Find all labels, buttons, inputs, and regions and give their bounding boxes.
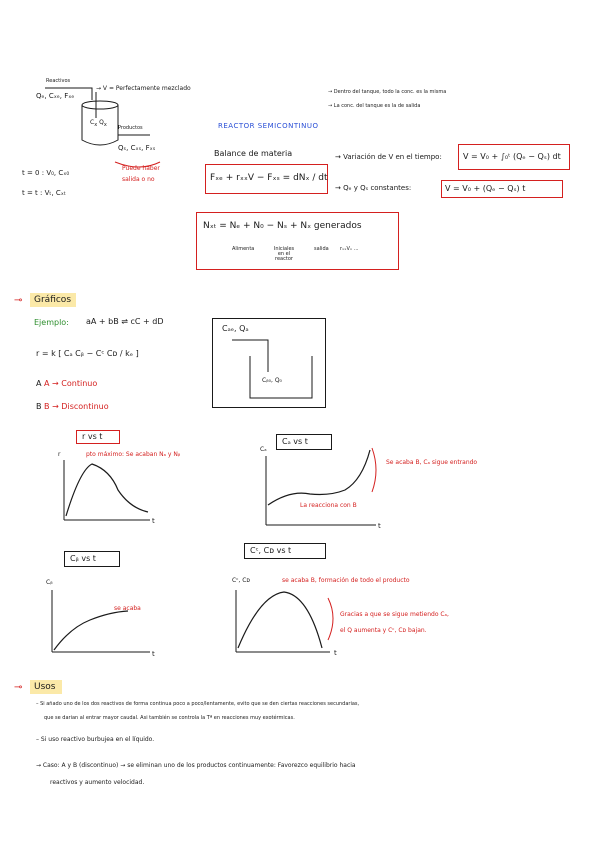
a-continuo-text: A → Continuo (44, 379, 98, 388)
productos-label: Productos (118, 125, 143, 131)
graficos-arrow: ⊸ (14, 295, 23, 306)
graph2-y-label: Cₐ (260, 446, 267, 453)
b-discontinuo-text: B → Discontinuo (44, 402, 109, 411)
graph2-x-label: t (378, 522, 381, 530)
usos-line-5: reactivos y aumento velocidad. (50, 779, 145, 786)
page-title: REACTOR SEMICONTINUO (218, 122, 319, 130)
moles-label-generados: rₓₓVₓ ... (340, 246, 359, 252)
productos-vars: Qₛ, Cₓₛ, Fₓₛ (118, 144, 156, 152)
usos-arrow: ⊸ (14, 682, 23, 693)
rate-equation: r = k [ Cₐ Cᵦ − Cᶜ Cᴅ / kₑ ] (36, 349, 139, 358)
usos-line-3: – Si uso reactivo burbujea en el líquido. (36, 736, 155, 743)
puede-haber-text: Puede haber (122, 165, 160, 172)
graph4-x-label: t (334, 649, 337, 657)
graph1-y-label: r (58, 451, 61, 458)
salida-o-no-text: salida o no (122, 176, 155, 183)
moles-label-salida: salida (314, 246, 329, 252)
variacion-text: → Variación de V en el tiempo: (335, 153, 442, 161)
reactivos-vars: Qₑ, Cₓₑ, Fₓₑ (36, 92, 75, 100)
graph3-title: Cᵦ vs t (70, 554, 96, 563)
graph2-annotation-top: Se acaba B, Cₐ sigue entrando (386, 459, 478, 466)
b-discontinuo: B B → Discontinuo (36, 402, 109, 411)
usos-line-4: → Caso: A y B (discontinuo) → se eliminan uno de los productos continuamente: Favorezco equilibrio hacia (36, 762, 356, 769)
graficos-heading: Gráficos (34, 295, 72, 305)
tank-diagram-inner: Cᵦ₀, Q₀ (262, 377, 282, 384)
moles-label-alimenta: Alimenta (232, 246, 255, 252)
t0-condition: t = 0 : V₀, Cₓ₀ (22, 169, 70, 177)
graph4-y-label: Cᶜ, Cᴅ (232, 577, 251, 584)
a-continuo: A A → Continuo (36, 379, 98, 388)
tank-inner: $C_x$ $Q_x$ (90, 119, 107, 129)
graph4-annotation-side2: el Q aumenta y Cᶜ, Cᴅ bajan. (340, 627, 427, 634)
variacion-equation: V = V₀ + ∫₀ᵗ (Qₑ − Qₛ) dt (463, 152, 561, 161)
moles-equation: Nₓₜ = Nₑ + N₀ − Nₛ + Nₓ generados (203, 221, 362, 231)
graph1-title: r vs t (82, 432, 103, 441)
graph4-title: Cᶜ, Cᴅ vs t (250, 546, 292, 555)
t1-condition: t = t : Vₜ, Cₓₜ (22, 189, 66, 197)
graph3-x-label: t (152, 650, 155, 658)
reactivos-label: Reactivos (46, 78, 71, 84)
graph3-annotation: se acaba (114, 605, 141, 612)
graph-ca-vs-t (266, 448, 376, 525)
moles-label-iniciales: Iniciales en el reactor (273, 246, 295, 262)
usos-heading: Usos (34, 682, 56, 692)
constantes-equation: V = V₀ + (Qₑ − Qₛ) t (445, 184, 526, 193)
graph2-title: Cₐ vs t (282, 437, 308, 446)
constantes-text: → Qₑ y Qₛ constantes: (335, 184, 412, 192)
note-conc-misma: → Dentro del tanque, todo la conc. es la misma (328, 89, 447, 95)
graph4-annotation-side1: Gracias a que se sigue metiendo Cₐ, (340, 611, 449, 618)
ejemplo-label: Ejemplo: (34, 318, 69, 327)
graph1-x-label: t (152, 517, 155, 525)
note-conc-salida: → La conc. del tanque es la de salida (328, 103, 421, 109)
graph-cc-cd-vs-t (236, 590, 333, 652)
graph3-y-label: Cᵦ (46, 579, 53, 586)
usos-line-1: – Si añado uno de los dos reactivos de forma continua poco a poco/lentamente, evito que se den ciertas reacciones secundarias, (36, 701, 360, 707)
balance-equation: Fₓₑ + rₓₓV − Fₓₛ = dNₓ / dt (210, 173, 328, 183)
volumen-note: → V = Perfectamente mezclado (96, 85, 191, 92)
graph-cb-vs-t (52, 590, 150, 652)
tank-diagram-label: Cₐₑ, Qₐ (222, 324, 249, 333)
graph2-annotation-bottom: La reacciona con B (300, 502, 357, 509)
balance-label: Balance de materia (214, 149, 293, 158)
graph-r-vs-t (64, 460, 150, 520)
graph4-annotation-top: se acaba B, formación de todo el producto (282, 577, 410, 584)
ejemplo-equation: aA + bB ⇌ cC + dD (86, 317, 164, 326)
usos-line-2: que se darian al entrar mayor caudal. Asi también se controla la Tª en reacciones muy exotérmicas. (44, 715, 295, 721)
graph1-annotation: pto máximo: Se acaban Nₐ y Nᵦ (86, 451, 181, 458)
